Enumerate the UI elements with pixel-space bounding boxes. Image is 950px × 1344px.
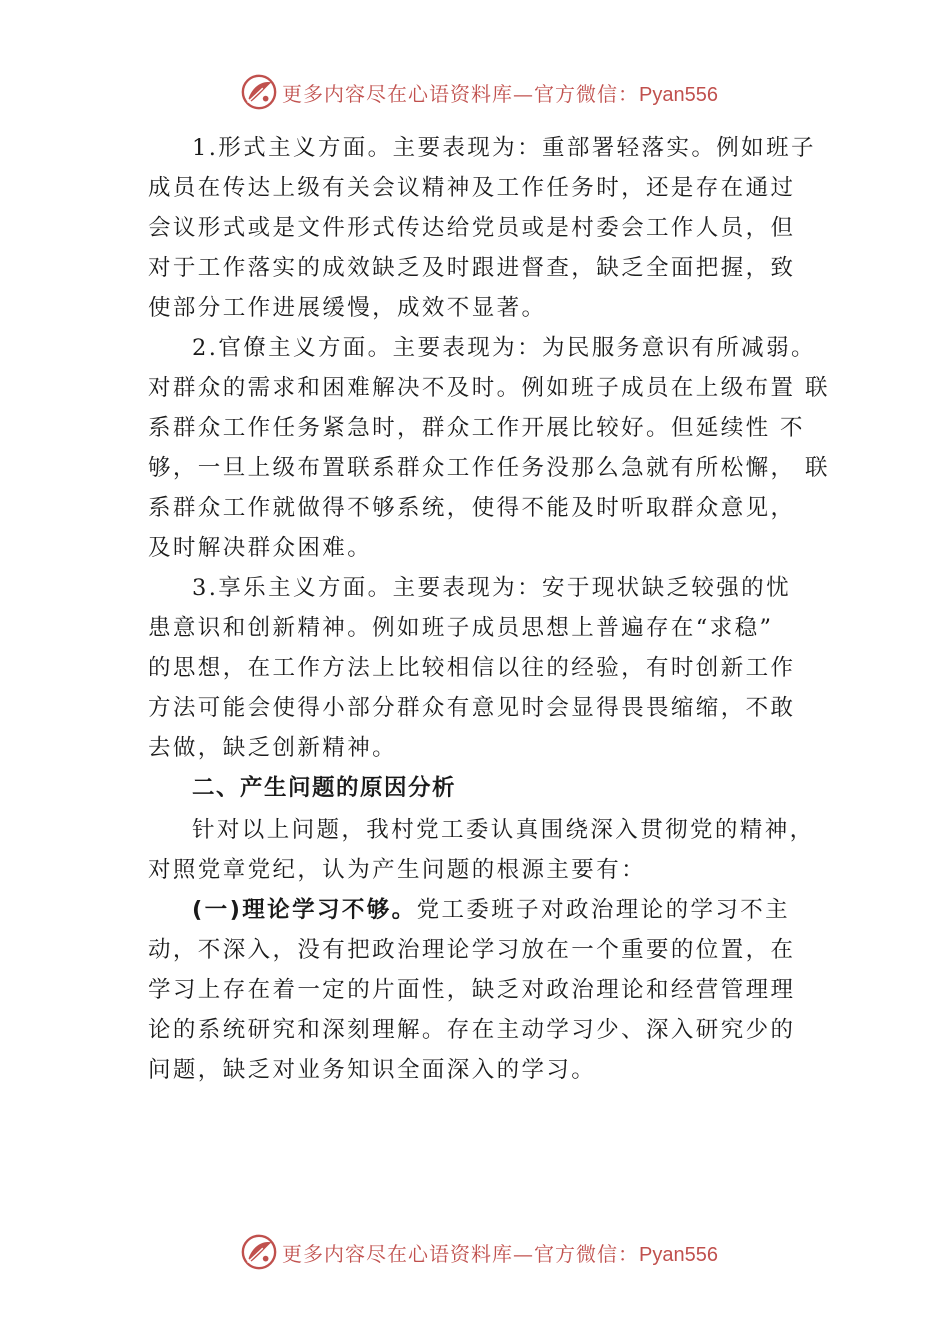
paragraph-line: 的思想，在工作方法上比较相信以往的经验，有时创新工作 [148, 655, 796, 681]
paragraph-line: 够，一旦上级布置联系群众工作任务没那么急就有所松懈， 联 [148, 455, 830, 481]
paragraph-line: 针对以上问题，我村党工委认真围绕深入贯彻党的精神， [192, 817, 815, 843]
paragraph-line: 系群众工作任务紧急时，群众工作开展比较好。但延续性 不 [148, 415, 805, 441]
leaf-emblem-icon [240, 73, 278, 111]
paragraph-line: 1.形式主义方面。主要表现为：重部署轻落实。例如班子 [192, 135, 816, 161]
paragraph-line: 患意识和创新精神。例如班子成员思想上普遍存在“求稳” [148, 615, 774, 641]
paragraph-line: 对于工作落实的成效缺乏及时跟进督查，缺乏全面把握，致 [148, 255, 796, 281]
paragraph-line: 系群众工作就做得不够系统，使得不能及时听取群众意见， [148, 495, 796, 521]
paragraph-line: 方法可能会使得小部分群众有意见时会显得畏畏缩缩，不敢 [148, 695, 796, 721]
paragraph-line: 及时解决群众困难。 [148, 535, 373, 561]
footer-text: 更多内容尽在心语资料库—官方微信：Pyan556 [282, 1241, 718, 1266]
paragraph-line: 会议形式或是文件形式传达给党员或是村委会工作人员，但 [148, 215, 796, 241]
paragraph-line [192, 890, 882, 930]
paragraph-line: 2.官僚主义方面。主要表现为：为民服务意识有所减弱。 [192, 335, 816, 361]
section-heading: 二、产生问题的原因分析 [192, 775, 457, 801]
paragraph-line: 成员在传达上级有关会议精神及工作任务时，还是存在通过 [148, 175, 796, 201]
footer-banner [240, 1232, 760, 1272]
leaf-emblem-icon [240, 1233, 278, 1271]
header-text: 更多内容尽在心语资料库—官方微信：Pyan556 [282, 81, 718, 106]
paragraph-text: 党工委班子对政治理论的学习不主 [416, 897, 791, 923]
subheading-bold: (一)理论学习不够。 [192, 897, 417, 923]
paragraph-line: 使部分工作进展缓慢，成效不显著。 [148, 295, 547, 321]
paragraph-line: 对照党章党纪，认为产生问题的根源主要有： [148, 857, 647, 883]
header-banner [240, 72, 760, 112]
paragraph-line: 学习上存在着一定的片面性，缺乏对政治理论和经营管理理 [148, 977, 796, 1003]
paragraph-line: 3.享乐主义方面。主要表现为：安于现状缺乏较强的忧 [192, 575, 791, 601]
paragraph-line: 动，不深入，没有把政治理论学习放在一个重要的位置，在 [148, 937, 796, 963]
paragraph-line: 问题，缺乏对业务知识全面深入的学习。 [148, 1057, 597, 1083]
paragraph-line: 论的系统研究和深刻理解。存在主动学习少、深入研究少的 [148, 1017, 796, 1043]
paragraph-line: 去做，缺乏创新精神。 [148, 735, 398, 761]
paragraph-line: 对群众的需求和困难解决不及时。例如班子成员在上级布置 联 [148, 375, 830, 401]
